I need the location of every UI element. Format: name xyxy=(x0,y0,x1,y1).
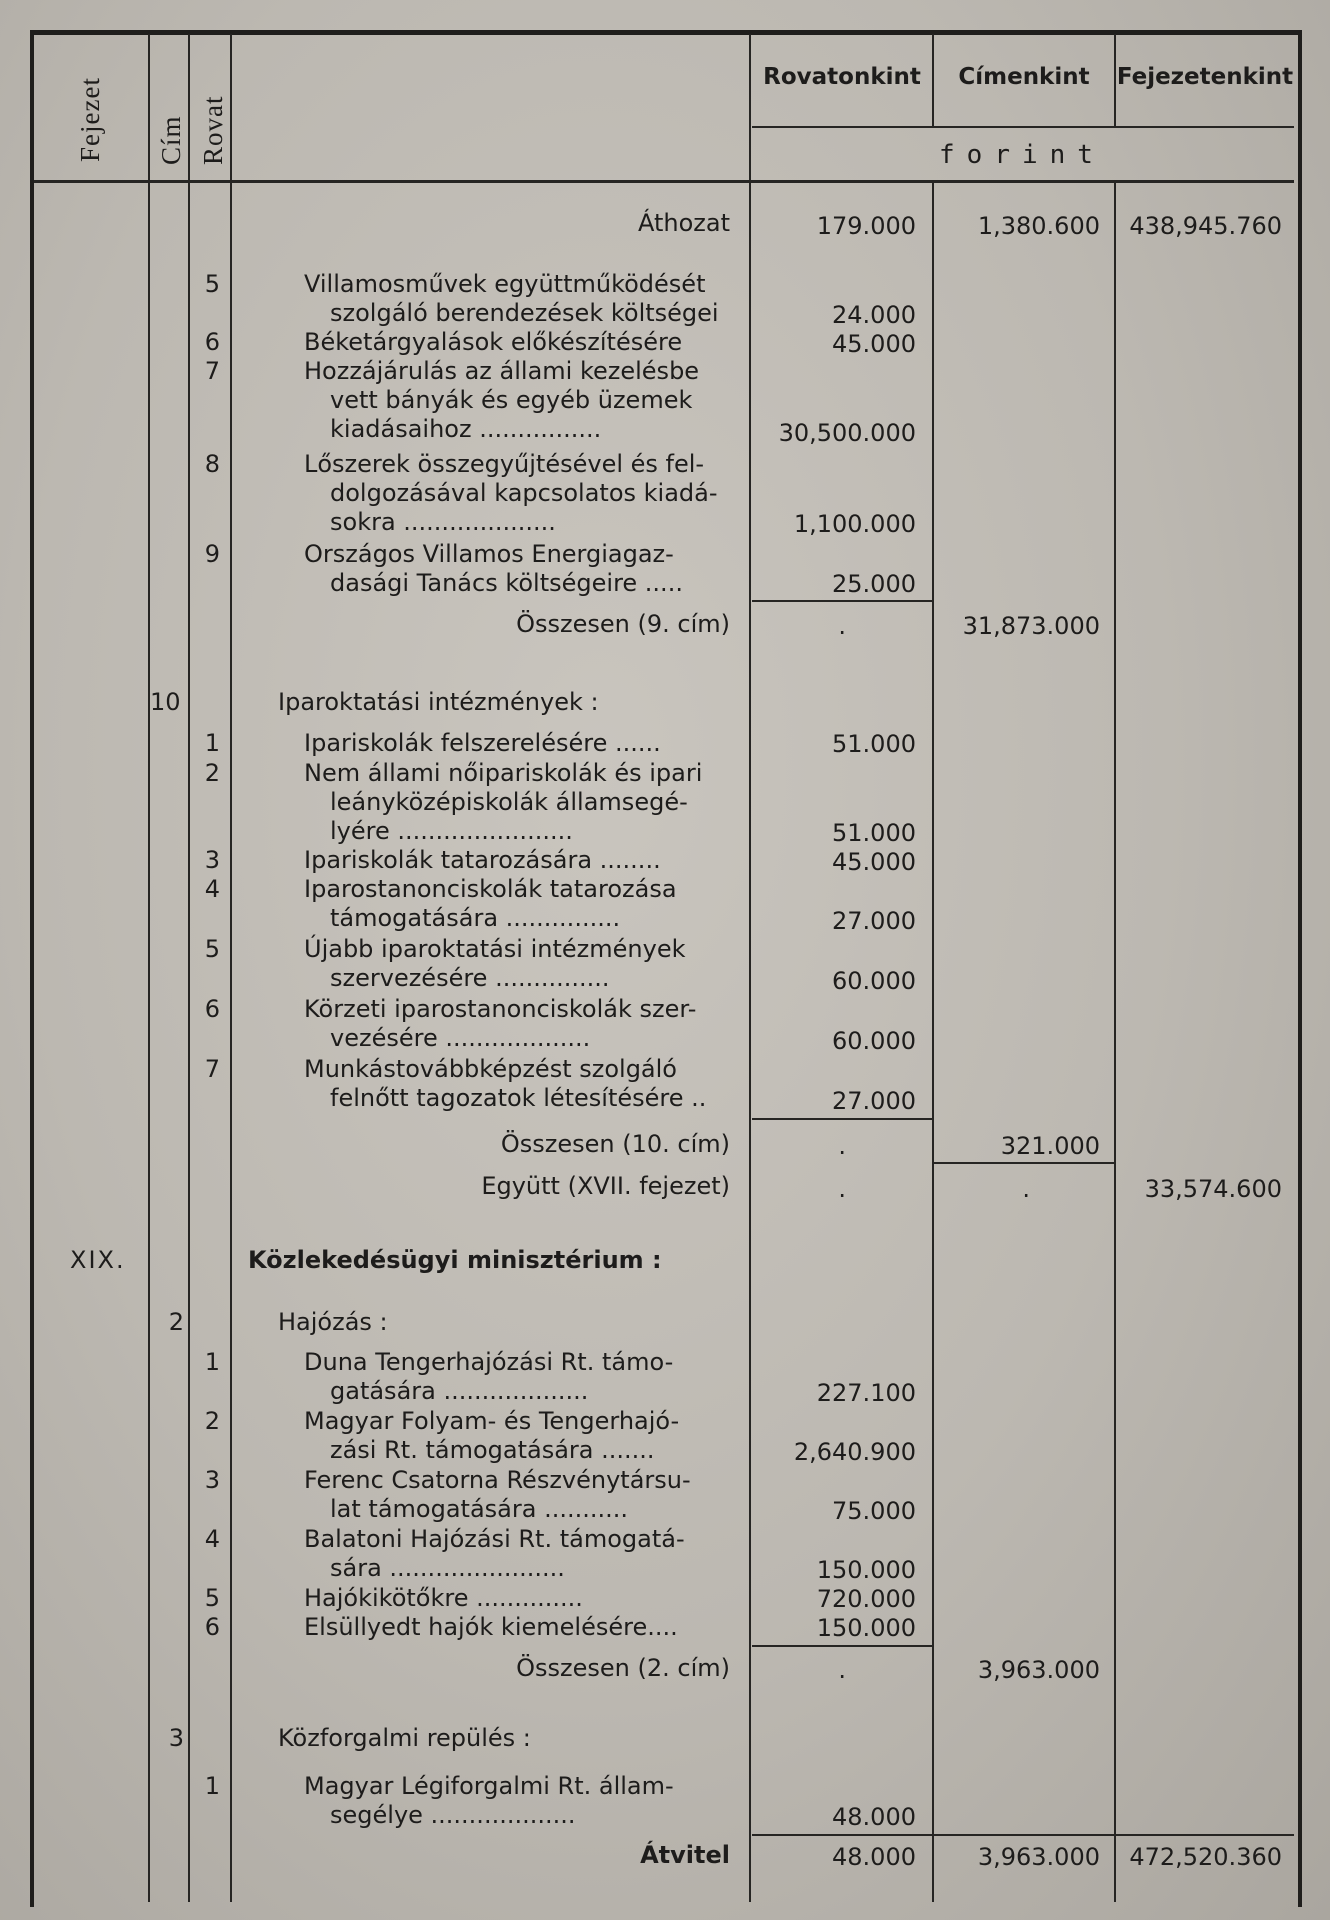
header-rovat: Rovat xyxy=(198,95,228,165)
item-amount: 60.000 xyxy=(832,967,916,995)
item-amount: 227.100 xyxy=(816,1379,916,1407)
rovat-number: 5 xyxy=(204,935,220,963)
item-line: Ipariskolák tatarozására ........ xyxy=(304,846,661,874)
carry-forward-fejezet: 438,945.760 xyxy=(1129,212,1282,240)
item-amount: 48.000 xyxy=(832,1803,916,1831)
item-amount: 45.000 xyxy=(832,848,916,876)
header-rule-2 xyxy=(34,180,1294,183)
item-line: szervezésére ............... xyxy=(330,964,610,992)
carry-over-fejezet: 472,520.360 xyxy=(1129,1843,1282,1871)
rovat-number: 3 xyxy=(204,1466,220,1494)
item-line: Újabb iparoktatási intézmények xyxy=(304,935,686,963)
rovat-number: 6 xyxy=(204,995,220,1023)
rovat-number: 5 xyxy=(204,1584,220,1612)
rovat-number: 7 xyxy=(204,1055,220,1083)
header-fejezetenkint: Fejezetenkint xyxy=(1116,64,1294,90)
item-amount: 45.000 xyxy=(832,330,916,358)
header-cimenkint: Címenkint xyxy=(958,64,1090,90)
item-line: támogatására ............... xyxy=(330,904,621,932)
subtotal-amount: 321.000 xyxy=(1000,1132,1100,1160)
item-amount: 51.000 xyxy=(832,819,916,847)
item-line: gatására ................... xyxy=(330,1377,589,1405)
item-amount: 27.000 xyxy=(832,907,916,935)
carry-over-cim: 3,963.000 xyxy=(977,1843,1100,1871)
item-amount: 25.000 xyxy=(832,570,916,598)
item-amount: 720.000 xyxy=(816,1585,916,1613)
subtotal-rule xyxy=(752,1645,932,1647)
header-fejezet: Fejezet xyxy=(75,77,105,162)
item-line: Villamosművek együttműködését xyxy=(304,270,706,298)
cim-number: 3 xyxy=(168,1724,184,1752)
chapter-title: Közlekedésügyi minisztérium : xyxy=(248,1246,662,1274)
item-line: felnőtt tagozatok létesítésére .. xyxy=(330,1084,707,1112)
item-line: leányközépiskolák államsegé- xyxy=(330,788,688,816)
header-cim: Cím xyxy=(156,115,186,165)
rovat-number: 7 xyxy=(204,357,220,385)
item-amount: 60.000 xyxy=(832,1027,916,1055)
chapter-total-amount: 33,574.600 xyxy=(1144,1175,1282,1203)
subtotal-dot: . xyxy=(838,1656,846,1684)
subtotal-label: Összesen (9. cím) xyxy=(516,610,730,638)
chapter-dot: . xyxy=(838,1175,846,1203)
item-line: Magyar Folyam- és Tengerhajó- xyxy=(304,1407,680,1435)
item-line: dolgozásával kapcsolatos kiadá- xyxy=(330,479,718,507)
item-line: dasági Tanács költségeire ..... xyxy=(330,569,683,597)
rovat-number: 1 xyxy=(204,729,220,757)
item-line: Körzeti iparostanonciskolák szer- xyxy=(304,995,697,1023)
item-line: Elsüllyedt hajók kiemelésére.... xyxy=(304,1613,678,1641)
item-line: kiadásaihoz ................ xyxy=(330,415,602,443)
subtotal-dot: . xyxy=(838,1132,846,1160)
chapter-total-label: Együtt (XVII. fejezet) xyxy=(481,1172,730,1200)
chapter-dot: . xyxy=(1022,1175,1030,1203)
item-line: Ferenc Csatorna Részvénytársu- xyxy=(304,1466,691,1494)
carry-over-label: Átvitel xyxy=(640,1841,730,1869)
rovat-number: 2 xyxy=(204,1407,220,1435)
subtotal-rule xyxy=(752,600,932,602)
bottom-rule xyxy=(752,1834,1294,1836)
item-line: segélye ................... xyxy=(330,1801,576,1829)
item-line: sokra .................... xyxy=(330,508,556,536)
item-line: Országos Villamos Energiagaz- xyxy=(304,540,674,568)
item-line: lyére ....................... xyxy=(330,817,573,845)
subtotal-amount: 3,963.000 xyxy=(977,1656,1100,1684)
item-line: Hajókikötőkre .............. xyxy=(304,1584,583,1612)
item-line: Duna Tengerhajózási Rt. támo- xyxy=(304,1348,674,1376)
item-line: Iparostanonciskolák tatarozása xyxy=(304,875,677,903)
rovat-number: 4 xyxy=(204,1525,220,1553)
header-unit: forint xyxy=(939,140,1105,170)
item-amount: 27.000 xyxy=(832,1087,916,1115)
rovat-number: 6 xyxy=(204,328,220,356)
section-title: Iparoktatási intézmények : xyxy=(278,688,599,716)
header-rovatonkint: Rovatonkint xyxy=(763,64,921,90)
divider-rovat xyxy=(230,34,232,1902)
header-rule-1 xyxy=(752,126,1294,128)
section-title: Közforgalmi repülés : xyxy=(278,1724,531,1752)
item-line: Hozzájárulás az állami kezelésbe xyxy=(304,357,700,385)
item-line: vezésére ................... xyxy=(330,1024,591,1052)
rovat-number: 5 xyxy=(204,270,220,298)
item-line: Ipariskolák felszerelésére ...... xyxy=(304,729,661,757)
carry-forward-cim: 1,380.600 xyxy=(977,212,1100,240)
rovat-number: 3 xyxy=(204,846,220,874)
rovat-number: 1 xyxy=(204,1348,220,1376)
carry-forward-rovat: 179.000 xyxy=(816,212,916,240)
divider-col3 xyxy=(1114,182,1116,1902)
carry-over-rovat: 48.000 xyxy=(832,1843,916,1871)
item-line: lat támogatására ........... xyxy=(330,1495,628,1523)
item-amount: 51.000 xyxy=(832,730,916,758)
item-amount: 75.000 xyxy=(832,1497,916,1525)
rovat-number: 6 xyxy=(204,1613,220,1641)
rovat-number: 4 xyxy=(204,875,220,903)
item-line: Nem állami nőipariskolák és ipari xyxy=(304,759,703,787)
item-amount: 150.000 xyxy=(816,1556,916,1584)
carry-forward-label: Áthozat xyxy=(637,209,730,237)
item-line: vett bányák és egyéb üzemek xyxy=(330,386,693,414)
item-amount: 1,100.000 xyxy=(793,510,916,538)
item-line: Magyar Légiforgalmi Rt. állam- xyxy=(304,1772,674,1800)
item-amount: 30,500.000 xyxy=(778,419,916,447)
item-line: szolgáló berendezések költségei xyxy=(330,299,719,327)
item-line: zási Rt. támogatására ....... xyxy=(330,1436,655,1464)
rovat-number: 2 xyxy=(204,759,220,787)
item-amount: 24.000 xyxy=(832,301,916,329)
item-amount: 2,640.900 xyxy=(793,1438,916,1466)
section-title: Hajózás : xyxy=(278,1308,388,1336)
subtotal-dot: . xyxy=(838,612,846,640)
subtotal-label: Összesen (10. cím) xyxy=(500,1130,730,1158)
subtotal-amount: 31,873.000 xyxy=(962,612,1100,640)
item-amount: 150.000 xyxy=(816,1614,916,1642)
rovat-number: 8 xyxy=(204,450,220,478)
item-line: sára ....................... xyxy=(330,1554,565,1582)
rovat-number: 1 xyxy=(204,1772,220,1800)
divider-col2 xyxy=(932,182,934,1902)
item-line: Lőszerek összegyűjtésével és fel- xyxy=(304,450,705,478)
subtotal-rule xyxy=(934,1162,1114,1164)
subtotal-label: Összesen (2. cím) xyxy=(516,1654,730,1682)
item-line: Balatoni Hajózási Rt. támogatá- xyxy=(304,1525,685,1553)
cim-number: 10 xyxy=(150,688,181,716)
cim-number: 2 xyxy=(168,1308,184,1336)
subtotal-rule xyxy=(752,1118,932,1120)
rovat-number: 9 xyxy=(204,540,220,568)
item-line: Béketárgyalások előkészítésére xyxy=(304,328,683,356)
item-line: Munkástovábbképzést szolgáló xyxy=(304,1055,677,1083)
chapter-number: XIX. xyxy=(70,1246,126,1274)
